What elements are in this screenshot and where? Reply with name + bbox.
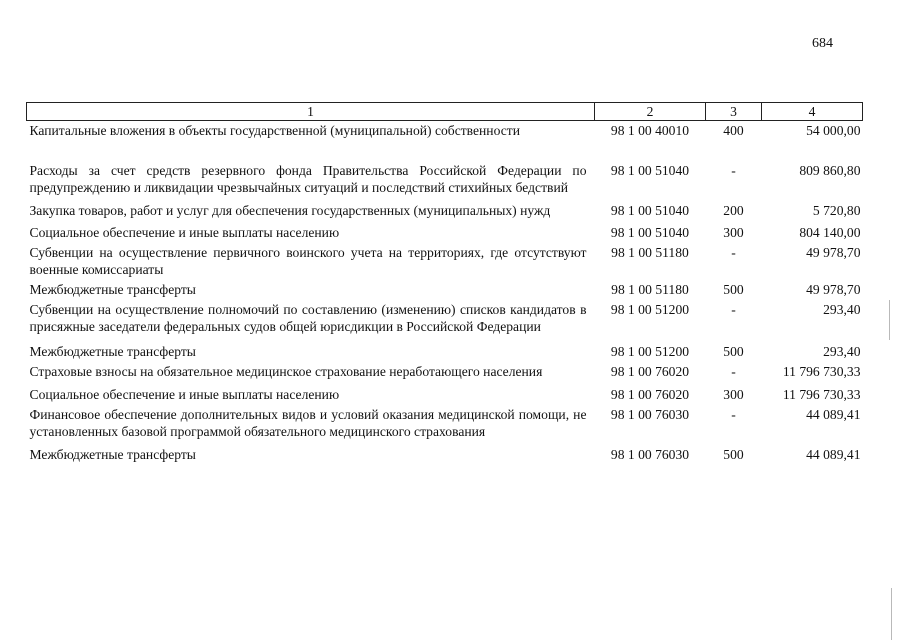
row-name: Капитальные вложения в объекты государственной (муниципальной) собственности [29, 123, 520, 138]
budget-table [26, 102, 863, 463]
row-name: Страховые взносы на обязательное медицинское страхование неработающего населения [29, 364, 543, 379]
column-header-1: 1 [27, 103, 595, 121]
row-name: Закупка товаров, работ и услуг для обеспечения государственных (муниципальных) нужд [29, 203, 551, 218]
row-amount: 809 860,80 [799, 163, 861, 178]
row-code: 98 1 00 76020 [610, 387, 690, 402]
table-body [27, 121, 863, 464]
row-amount: 11 796 730,33 [782, 387, 861, 402]
row-name: Финансовое обеспечение дополнительных видов и условий оказания медицинской помощи, не установленных базовой программой обязательного медицинского страхования [29, 407, 587, 439]
table-row [27, 121, 863, 162]
row-expense-type: - [731, 302, 736, 317]
column-header-3: 3 [706, 103, 762, 121]
row-expense-type: - [731, 163, 736, 178]
row-expense-type: 200 [723, 203, 744, 218]
row-amount: 293,40 [823, 344, 861, 359]
row-code: 98 1 00 76030 [610, 407, 690, 422]
column-header-2: 2 [595, 103, 706, 121]
row-code: 98 1 00 51200 [610, 302, 690, 317]
table-row [27, 385, 863, 405]
table-header-row [27, 103, 863, 121]
row-code: 98 1 00 51180 [611, 282, 689, 297]
table-row [27, 161, 863, 201]
row-name: Межбюджетные трансферты [29, 282, 196, 297]
table-row [27, 445, 863, 463]
table-row [27, 342, 863, 362]
row-amount: 804 140,00 [799, 225, 861, 240]
row-code: 98 1 00 51040 [610, 203, 690, 218]
row-code: 98 1 00 76030 [610, 447, 690, 462]
row-amount: 54 000,00 [806, 123, 861, 138]
row-name: Субвенции на осуществление первичного воинского учета на территориях, где отсутствуют военные комиссариаты [29, 245, 587, 277]
table-row [27, 201, 863, 223]
row-name: Социальное обеспечение и иные выплаты населению [29, 225, 340, 240]
row-amount: 49 978,70 [806, 282, 861, 297]
row-expense-type: 300 [723, 225, 744, 240]
scan-edge-mark [889, 300, 890, 340]
row-code: 98 1 00 51040 [610, 225, 690, 240]
row-expense-type: - [731, 364, 736, 379]
table-row [27, 300, 863, 342]
row-code: 98 1 00 76020 [610, 364, 690, 379]
row-expense-type: - [731, 407, 736, 422]
page-number: 684 [812, 36, 833, 51]
row-amount: 11 796 730,33 [782, 364, 861, 379]
table-row [27, 243, 863, 280]
row-expense-type: - [731, 245, 736, 260]
table-row [27, 362, 863, 385]
row-name: Межбюджетные трансферты [29, 447, 196, 462]
row-amount: 44 089,41 [806, 447, 861, 462]
row-amount: 49 978,70 [806, 245, 861, 260]
scan-edge-mark [891, 588, 892, 640]
row-amount: 44 089,41 [806, 407, 861, 422]
row-code: 98 1 00 51200 [610, 344, 690, 359]
row-code: 98 1 00 40010 [610, 123, 690, 138]
row-name: Социальное обеспечение и иные выплаты населению [29, 387, 340, 402]
row-amount: 293,40 [823, 302, 861, 317]
row-expense-type: 500 [723, 344, 744, 359]
row-code: 98 1 00 51180 [611, 245, 689, 260]
table-row [27, 280, 863, 300]
column-header-4: 4 [762, 103, 863, 121]
row-expense-type: 500 [723, 447, 744, 462]
row-expense-type: 400 [723, 123, 744, 138]
table-row [27, 223, 863, 243]
row-amount: 5 720,80 [812, 203, 861, 218]
row-code: 98 1 00 51040 [610, 163, 690, 178]
row-name: Межбюджетные трансферты [29, 344, 196, 359]
row-name: Расходы за счет средств резервного фонда Правительства Российской Федерации по предупреждению и ликвидации чрезвычайных ситуаций и последствий стихийных бедствий [29, 163, 587, 195]
row-expense-type: 300 [723, 387, 744, 402]
table-row [27, 405, 863, 445]
row-expense-type: 500 [723, 282, 744, 297]
row-name: Субвенции на осуществление полномочий по составлению (изменению) списков кандидатов в присяжные заседатели федеральных судов общей юрисдикции в Российской Федерации [29, 302, 587, 334]
